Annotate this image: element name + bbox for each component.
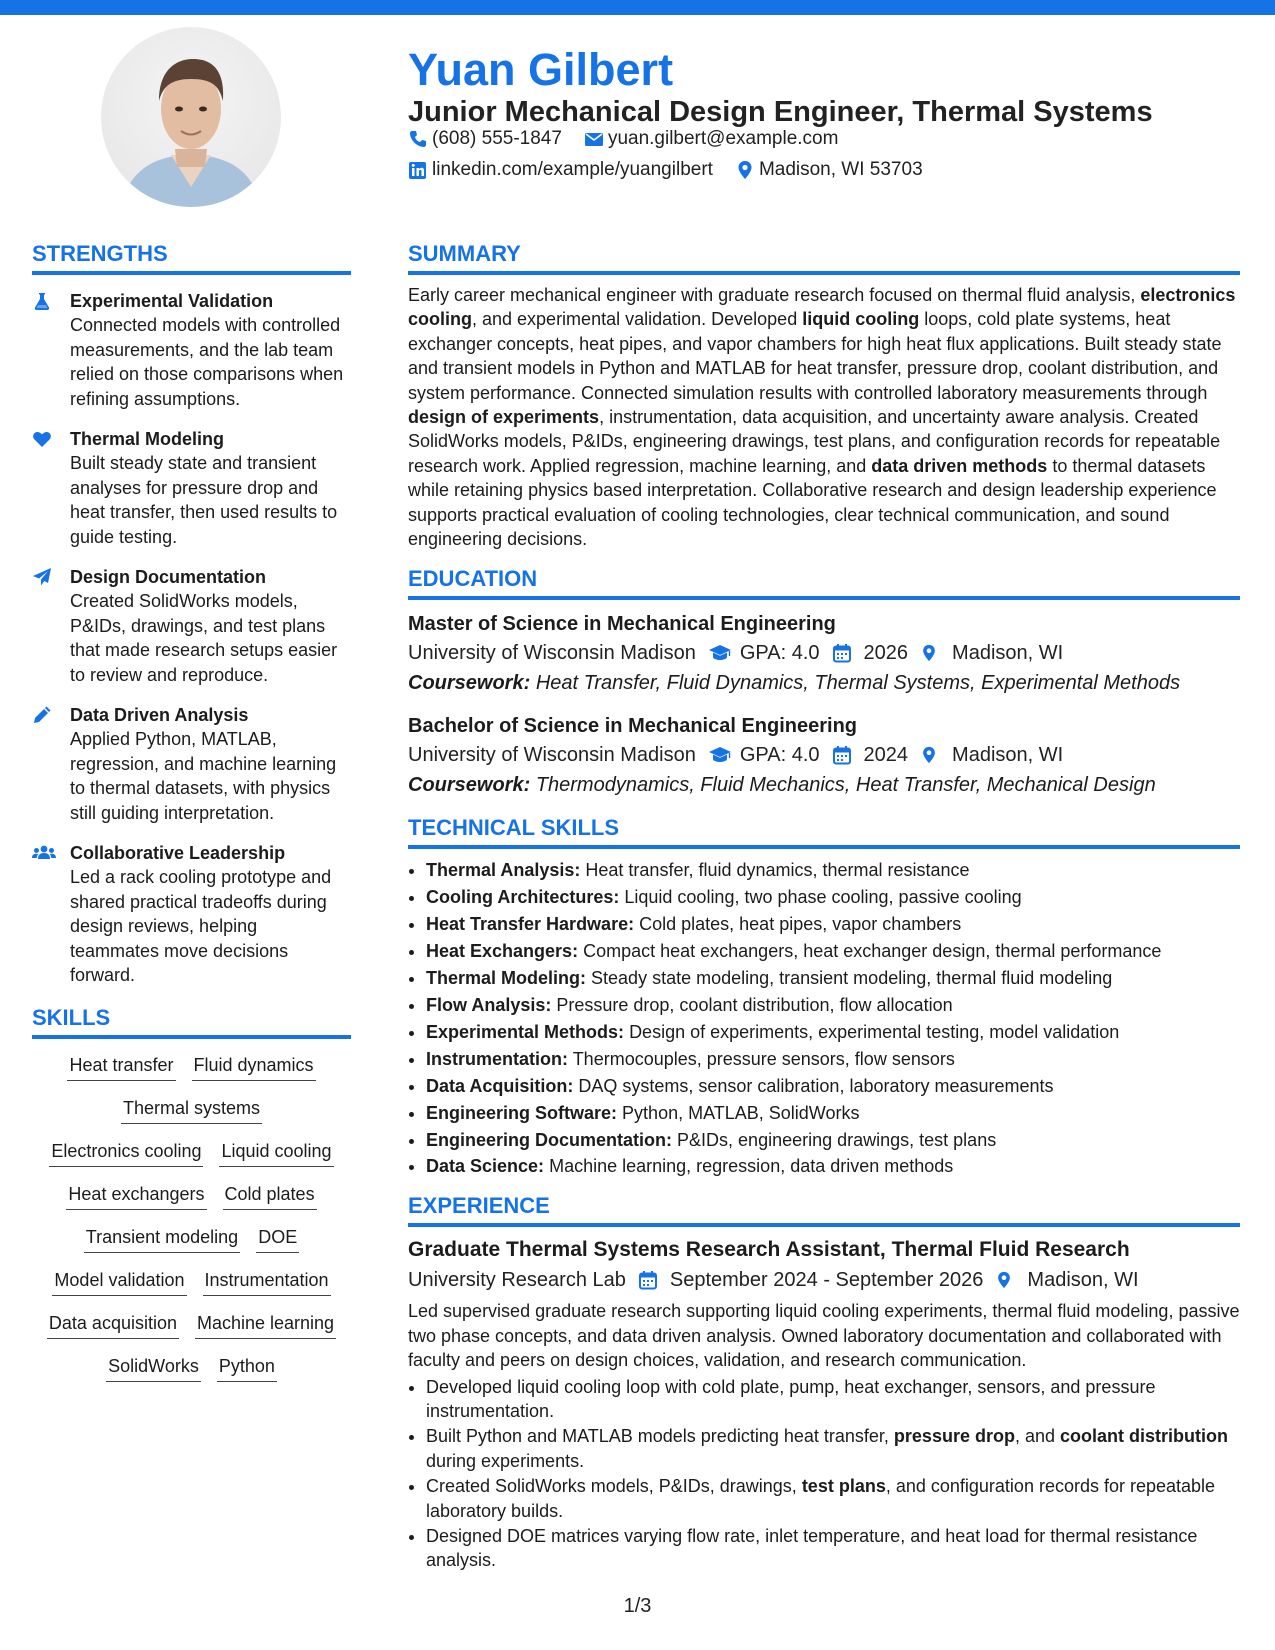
tech-skill-value: Python, MATLAB, SolidWorks: [622, 1102, 860, 1123]
strengths-heading: STRENGTHS: [32, 240, 351, 275]
skill-row: [32, 1268, 351, 1296]
tech-skill-label: Engineering Documentation:: [426, 1129, 673, 1150]
strength-title: Data Driven Analysis: [70, 705, 249, 725]
summary-heading: SUMMARY: [408, 240, 1240, 275]
bullet-text: , and configuration records for repeatable laboratory builds.: [426, 1476, 1216, 1521]
technical-skills-heading: TECHNICAL SKILLS: [408, 814, 1240, 849]
gpa-text: GPA: 4.0: [739, 642, 820, 665]
phone-text: (608) 555-1847: [432, 128, 562, 149]
strength-title: Design Documentation: [70, 567, 267, 587]
phone-item[interactable]: [408, 128, 562, 150]
strength-title: Collaborative Leadership: [70, 843, 286, 863]
tech-skill-item: [426, 1127, 1240, 1154]
skill-tag: Machine learning: [195, 1311, 336, 1339]
strength-item: [32, 565, 351, 687]
skill-tag: DOE: [256, 1225, 299, 1253]
education-list: [408, 610, 1240, 800]
top-accent-bar: [0, 0, 1275, 15]
graduation-cap-icon: [708, 642, 732, 664]
skill-tag: Fluid dynamics: [192, 1053, 316, 1081]
year-text: 2024: [863, 744, 909, 767]
year-item: [832, 740, 909, 770]
summary-keyword: data driven methods: [871, 455, 1048, 476]
calendar-icon: [832, 642, 856, 664]
skill-row: [32, 1225, 351, 1253]
tech-skill-item: [426, 938, 1240, 965]
strength-text: Connected models with controlled measurements, and the lab team relied on those comparisons when refining assumptions.: [70, 315, 344, 409]
bullet-text: Built Python and MATLAB models predicting heat transfer,: [426, 1426, 894, 1447]
skill-row: [32, 1096, 351, 1124]
edu-location-item: [920, 740, 1063, 770]
map-pin-icon: [735, 160, 755, 180]
year-item: [832, 638, 909, 668]
skill-tag: Cold plates: [223, 1182, 317, 1210]
job-bullet: [426, 1524, 1240, 1573]
linkedin-icon: [408, 160, 428, 180]
tech-skill-value: Heat transfer, fluid dynamics, thermal resistance: [585, 860, 970, 881]
tech-skill-label: Heat Exchangers:: [426, 941, 579, 962]
tech-skill-item: [426, 992, 1240, 1019]
paper-plane-icon: [32, 565, 70, 687]
summary-text: [408, 283, 1240, 551]
strength-text: Led a rack cooling prototype and shared practical tradeoffs during design reviews, helping teammates move decisions forward.: [70, 867, 332, 985]
tech-skill-value: Liquid cooling, two phase cooling, passive cooling: [624, 887, 1022, 908]
email-item[interactable]: [584, 128, 839, 150]
calendar-icon: [638, 1269, 662, 1291]
skill-row: [32, 1311, 351, 1339]
technical-skills-list: [408, 857, 1240, 1180]
flask-icon: [32, 289, 70, 411]
tech-skill-item: [426, 965, 1240, 992]
map-pin-icon: [920, 744, 944, 766]
skills-list: [32, 1053, 351, 1382]
tech-skill-label: Flow Analysis:: [426, 995, 552, 1015]
tech-skill-label: Engineering Software:: [426, 1102, 618, 1123]
tech-skill-label: Cooling Architectures:: [426, 887, 620, 908]
job-bullet: [426, 1474, 1240, 1523]
skill-tag: SolidWorks: [106, 1354, 201, 1382]
strength-title: Experimental Validation: [70, 291, 274, 311]
bullet-text: Created SolidWorks models, P&IDs, drawings,: [426, 1476, 802, 1497]
skill-tag: Thermal systems: [121, 1096, 262, 1124]
job-bullets: [408, 1375, 1240, 1573]
school-name: University of Wisconsin Madison: [408, 642, 696, 665]
skills-heading: SKILLS: [32, 1004, 351, 1039]
experience-item: [408, 1235, 1240, 1572]
users-icon: [32, 841, 70, 988]
tech-skill-label: Instrumentation:: [426, 1048, 568, 1069]
education-item: [408, 610, 1240, 698]
skill-row: [32, 1182, 351, 1210]
summary-part: Early career mechanical engineer with graduate research focused on thermal fluid analysis,: [408, 285, 1141, 305]
skill-tag: Liquid cooling: [219, 1139, 333, 1167]
location-item: [735, 159, 923, 181]
candidate-name: Yuan Gilbert: [408, 44, 674, 95]
bullet-text: Designed DOE matrices varying flow rate, inlet temperature, and heat load for thermal resistance analysis.: [426, 1526, 1198, 1571]
candidate-title: Junior Mechanical Design Engineer, Thermal Systems: [408, 96, 1153, 128]
tech-skill-label: Experimental Methods:: [426, 1021, 625, 1042]
education-meta: [408, 740, 1240, 770]
map-pin-icon: [995, 1269, 1019, 1291]
edu-location-text: Madison, WI: [952, 642, 1064, 665]
heart-icon: [32, 427, 70, 549]
school-name: University of Wisconsin Madison: [408, 744, 696, 767]
degree-title: Bachelor of Science in Mechanical Engineering: [408, 715, 858, 738]
map-pin-icon: [920, 642, 944, 664]
page-number: 1/3: [623, 1595, 652, 1617]
summary-part: loops, cold plate systems, heat exchanger concepts, heat pipes, and vapor chambers for high heat flux applications. Built steady state and transient models in Python and MATLAB for heat transfer, pressure drop, coolant distribution, and system performance. Connected simulation results with controlled laboratory measurements through: [408, 309, 1222, 403]
phone-icon: [408, 129, 428, 149]
tech-skill-value: Steady state modeling, transient modeling, thermal fluid modeling: [591, 968, 1113, 989]
bullet-text: during experiments.: [426, 1450, 585, 1471]
skill-tag: Transient modeling: [84, 1225, 240, 1253]
strength-text: Created SolidWorks models, P&IDs, drawings, and test plans that made research setups easier to review and reproduce.: [70, 591, 338, 685]
profile-photo: [101, 27, 281, 207]
tech-skill-label: Data Science:: [426, 1156, 545, 1177]
location-text: Madison, WI 53703: [758, 159, 923, 180]
tech-skill-item: [426, 1019, 1240, 1046]
strength-item: [32, 841, 351, 988]
strength-title: Thermal Modeling: [70, 429, 225, 449]
coursework-text: Thermodynamics, Fluid Mechanics, Heat Transfer, Mechanical Design: [535, 774, 1156, 797]
job-location-item: [995, 1265, 1138, 1295]
job-bullet: [426, 1375, 1240, 1424]
edu-location-text: Madison, WI: [952, 744, 1064, 767]
skill-row: [32, 1053, 351, 1081]
gpa-text: GPA: 4.0: [739, 744, 820, 767]
job-dates-item: [638, 1265, 984, 1295]
summary-keyword: electronics cooling: [408, 285, 1236, 330]
year-text: 2026: [863, 642, 909, 665]
contact-row-2: [408, 159, 945, 181]
tech-skill-value: Design of experiments, experimental testing, model validation: [629, 1021, 1120, 1042]
gpa-item: [708, 638, 820, 668]
linkedin-text: linkedin.com/example/yuangilbert: [432, 159, 713, 180]
skill-tag: Data acquisition: [47, 1311, 179, 1339]
job-title: Graduate Thermal Systems Research Assistant, Thermal Fluid Research: [408, 1238, 1130, 1262]
calendar-icon: [832, 744, 856, 766]
experience-heading: EXPERIENCE: [408, 1192, 1240, 1227]
bullet-keyword: pressure drop: [893, 1426, 1015, 1447]
education-heading: EDUCATION: [408, 565, 1240, 600]
linkedin-item[interactable]: [408, 159, 713, 181]
tech-skill-value: Cold plates, heat pipes, vapor chambers: [639, 914, 962, 935]
summary-keyword: design of experiments: [408, 407, 600, 428]
job-meta: [408, 1265, 1240, 1295]
job-bullet: [426, 1424, 1240, 1473]
tech-skill-label: Thermal Analysis:: [426, 860, 581, 881]
skill-tag: Heat transfer: [67, 1053, 175, 1081]
tech-skill-item: [426, 1153, 1240, 1180]
bullet-keyword: test plans: [801, 1476, 886, 1497]
coursework: [408, 668, 1240, 698]
summary-part: to thermal datasets while retaining physics based interpretation. Collaborative research and design leadership experience supports practical evaluation of cooling technologies, clear technical communication, and sound engineering decisions.: [408, 455, 1217, 550]
tech-skill-item: [426, 1046, 1240, 1073]
tech-skill-item: [426, 1073, 1240, 1100]
skill-tag: Instrumentation: [203, 1268, 331, 1296]
strength-item: [32, 289, 351, 411]
tech-skill-value: Machine learning, regression, data driven methods: [549, 1156, 954, 1177]
email-text: yuan.gilbert@example.com: [607, 128, 839, 149]
graduation-cap-icon: [708, 744, 732, 766]
tech-skill-item: [426, 1100, 1240, 1127]
coursework-text: Heat Transfer, Fluid Dynamics, Thermal Systems, Experimental Methods: [535, 672, 1181, 695]
right-column: [408, 240, 1240, 1574]
summary-part: , and experimental validation. Developed: [472, 309, 803, 330]
contact-row-1: [408, 128, 860, 150]
summary-part: , instrumentation, data acquisition, and uncertainty aware analysis. Created SolidWorks models, P&IDs, engineering drawings, test plans, and configuration records for repeatable research work. Applied regression, machine learning, and: [408, 407, 1221, 476]
tech-skill-label: Data Acquisition:: [426, 1075, 574, 1096]
tech-skill-value: Pressure drop, coolant distribution, flow allocation: [556, 995, 953, 1015]
edu-location-item: [920, 638, 1063, 668]
coursework-label: Coursework:: [408, 672, 531, 695]
tech-skill-value: Compact heat exchangers, heat exchanger design, thermal performance: [583, 941, 1162, 962]
tech-skill-value: P&IDs, engineering drawings, test plans: [677, 1129, 997, 1150]
skill-row: [32, 1354, 351, 1382]
tech-skill-item: [426, 857, 1240, 884]
tech-skill-value: DAQ systems, sensor calibration, laboratory measurements: [578, 1075, 1054, 1096]
job-dates: September 2024 - September 2026: [669, 1269, 984, 1292]
skill-tag: Model validation: [52, 1268, 186, 1296]
gpa-item: [708, 740, 820, 770]
education-meta: [408, 638, 1240, 668]
coursework-label: Coursework:: [408, 774, 531, 797]
strengths-list: [32, 289, 351, 988]
skill-tag: Python: [217, 1354, 277, 1382]
strength-item: [32, 427, 351, 549]
summary-keyword: liquid cooling: [802, 309, 920, 330]
bullet-text: Developed liquid cooling loop with cold plate, pump, heat exchanger, sensors, and pressure instrumentation.: [426, 1376, 1156, 1421]
strength-text: Built steady state and transient analyses for pressure drop and heat transfer, then used results to guide testing.: [70, 453, 338, 547]
pencil-icon: [32, 703, 70, 825]
tech-skill-value: Thermocouples, pressure sensors, flow sensors: [572, 1048, 955, 1069]
envelope-icon: [584, 129, 604, 149]
strength-item: [32, 703, 351, 825]
tech-skill-item: [426, 911, 1240, 938]
skill-row: [32, 1139, 351, 1167]
bullet-keyword: coolant distribution: [1060, 1426, 1229, 1447]
strength-text: Applied Python, MATLAB, regression, and machine learning to thermal datasets, with physics still guiding interpretation.: [70, 729, 337, 823]
degree-title: Master of Science in Mechanical Engineering: [408, 613, 836, 636]
tech-skill-item: [426, 884, 1240, 911]
skill-tag: Electronics cooling: [49, 1139, 203, 1167]
left-column: [32, 240, 351, 1397]
job-location: Madison, WI: [1027, 1269, 1139, 1292]
skill-tag: Heat exchangers: [66, 1182, 206, 1210]
coursework: [408, 770, 1240, 800]
job-description: Led supervised graduate research supporting liquid cooling experiments, thermal fluid modeling, passive two phase concepts, and data driven analysis. Owned laboratory documentation and collaborated with faculty and peers on design choices, validation, and research communication.: [408, 1301, 1240, 1371]
education-item: [408, 712, 1240, 800]
bullet-text: , and: [1014, 1426, 1061, 1447]
tech-skill-label: Heat Transfer Hardware:: [426, 914, 635, 935]
tech-skill-label: Thermal Modeling:: [426, 968, 587, 989]
job-org: University Research Lab: [408, 1269, 626, 1292]
